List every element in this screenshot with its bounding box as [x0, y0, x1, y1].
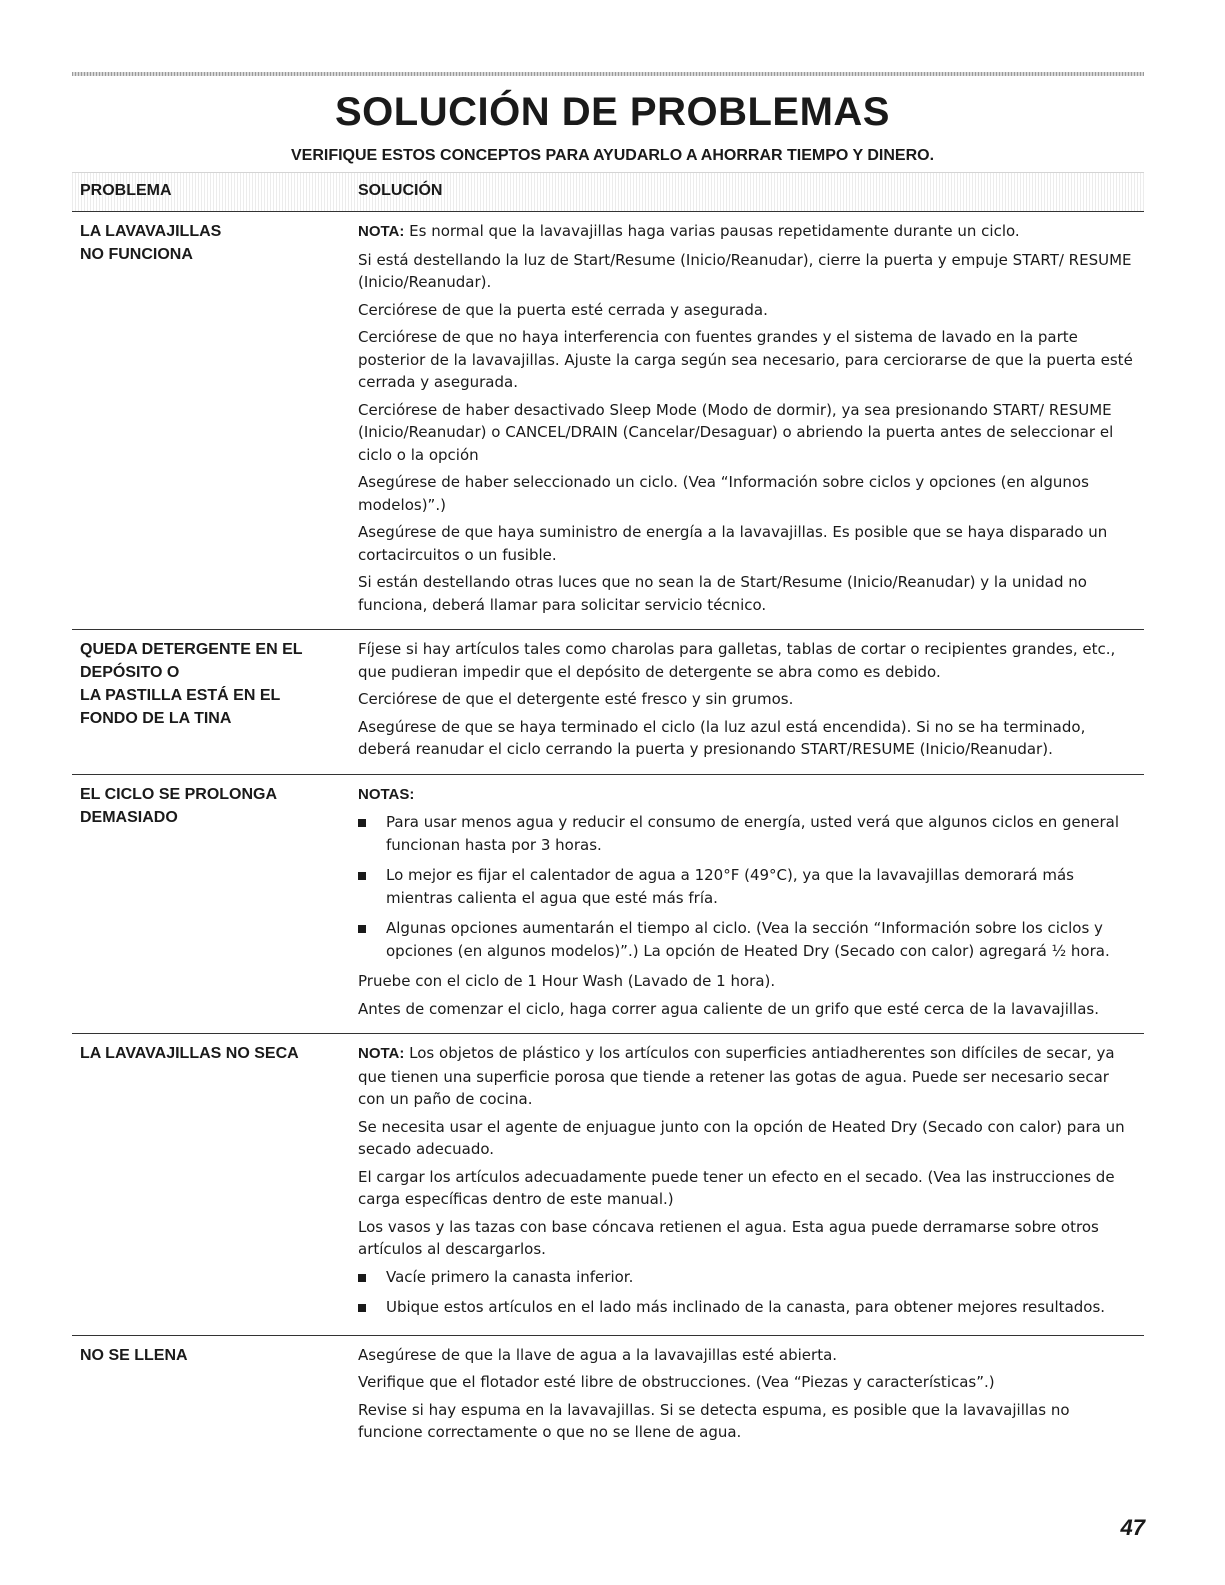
- solution-paragraph: [358, 688, 1136, 711]
- table-row: [72, 212, 1144, 630]
- page-number: 47: [1120, 1515, 1145, 1540]
- solution-paragraph: [358, 1042, 1136, 1111]
- paragraph-text: Asegúrese de que haya suministro de energía a la lavavajillas. Es posible que se haya disparado un cortacircuitos o un fusible.: [358, 523, 1108, 564]
- paragraph-text: Asegúrese de que se haya terminado el ciclo (la luz azul está encendida). Si no se ha terminado, deberá reanudar el ciclo cerrando la puerta y presionando START/RESUME (Inicio/Reanudar).: [358, 717, 1086, 758]
- header-solution: SOLUCIÓN: [358, 182, 443, 199]
- solution-paragraph: [358, 716, 1136, 761]
- table-row: [72, 1034, 1144, 1336]
- problem-cell: [72, 636, 350, 766]
- problem-line: NO SE LLENA: [80, 1346, 188, 1364]
- page-subtitle: VERIFIQUE ESTOS CONCEPTOS PARA AYUDARLO A AHORRAR TIEMPO Y DINERO.: [290, 147, 935, 164]
- note-label: NOTA:: [358, 1045, 405, 1062]
- problem-line: LA LAVAVAJILLAS NO SECA: [80, 1045, 299, 1062]
- solution-cell: [350, 1342, 1136, 1449]
- paragraph-text: Cerciórese de haber desactivado Sleep Mode (Modo de dormir), ya sea presionando START/ RESUME (Inicio/Reanudar) o CANCEL/DRAIN (Cancelar/Desaguar) o abriendo la puerta antes de seleccionar el ciclo o la opción: [358, 400, 1114, 464]
- table-header: [72, 172, 1144, 212]
- solution-paragraph: [358, 638, 1136, 683]
- solution-paragraph: [358, 249, 1136, 294]
- top-rule: [72, 72, 1144, 76]
- bullet-item: [358, 1296, 1136, 1319]
- paragraph-text: Verifique que el flotador esté libre de obstrucciones. (Vea “Piezas y características”.): [358, 1373, 995, 1391]
- paragraph-text: Es normal que la lavavajillas haga varias pausas repetidamente durante un ciclo.: [404, 222, 1020, 240]
- bullet-text: Lo mejor es fijar el calentador de agua a 120°F (49°C), ya que la lavavajillas demorará más mientras calienta el agua que esté más fría.: [386, 866, 1074, 907]
- paragraph-text: Cerciórese de que no haya interferencia con fuentes grandes y el sistema de lavado en la parte posterior de la lavavajillas. Ajuste la carga según sea necesario, para cerciorarse de que la puerta esté cerrada y asegurada.: [358, 328, 1133, 391]
- paragraph-text: Si están destellando otras luces que no sean la de Start/Resume (Inicio/Reanudar) y la unidad no funciona, deberá llamar para solicitar servicio técnico.: [358, 573, 1087, 614]
- problem-line: LA PASTILLA ESTÁ EN EL: [80, 687, 281, 704]
- solution-paragraph: [358, 1166, 1136, 1211]
- square-bullet-icon: [358, 925, 366, 933]
- paragraph-text: Cerciórese de que la puerta esté cerrada y asegurada.: [358, 300, 768, 319]
- bullet-item: [358, 1266, 1136, 1289]
- solution-paragraph: [358, 1371, 1136, 1394]
- problem-line: LA LAVAVAJILLAS: [80, 223, 222, 240]
- paragraph-text: Fíjese si hay artículos tales como charolas para galletas, tablas de cortar o recipientes grandes, etc., que pudieran impedir que el depósito de detergente se abra como es debido.: [358, 640, 1116, 681]
- solution-paragraph: [358, 571, 1136, 616]
- bullet-item: [358, 917, 1136, 962]
- troubleshooting-table: [72, 212, 1144, 1457]
- paragraph-text: Pruebe con el ciclo de 1 Hour Wash (Lavado de 1 hora).: [358, 972, 776, 990]
- square-bullet-icon: [358, 872, 366, 880]
- solution-paragraph: [358, 220, 1136, 244]
- note-label: NOTA:: [358, 223, 405, 240]
- problem-line: EL CICLO SE PROLONGA: [80, 785, 278, 803]
- problem-line: QUEDA DETERGENTE EN EL: [80, 641, 303, 658]
- paragraph-text: Los objetos de plástico y los artículos con superficies antiadherentes son difíciles de secar, ya que tienen una superficie porosa que tiende a retener las gotas de agua. Puede ser necesario secar con un paño de cocina.: [358, 1044, 1115, 1108]
- paragraph-text: Si está destellando la luz de Start/Resume (Inicio/Reanudar), cierre la puerta y empuje START/ RESUME (Inicio/Reanudar).: [358, 250, 1132, 291]
- solution-paragraph: [358, 1216, 1136, 1261]
- paragraph-text: El cargar los artículos adecuadamente puede tener un efecto en el secado. (Vea las instrucciones de carga específicas dentro de este manual.): [358, 1167, 1115, 1208]
- solution-paragraph: [358, 1116, 1136, 1161]
- header-problem: PROBLEMA: [80, 182, 172, 199]
- problem-cell: [72, 218, 350, 621]
- bullet-text: Ubique estos artículos en el lado más inclinado de la canasta, para obtener mejores resultados.: [386, 1298, 1106, 1316]
- table-row: [72, 775, 1144, 1035]
- solution-paragraph: [358, 399, 1136, 467]
- bullet-item: [358, 864, 1136, 909]
- solution-paragraph: [358, 783, 1136, 807]
- square-bullet-icon: [358, 819, 366, 827]
- square-bullet-icon: [358, 1304, 366, 1312]
- table-row: [72, 630, 1144, 775]
- problem-line: NO FUNCIONA: [80, 246, 193, 263]
- solution-paragraph: [358, 970, 1136, 993]
- paragraph-text: Los vasos y las tazas con base cóncava retienen el agua. Esta agua puede derramarse sobre otros artículos al descargarlos.: [358, 1217, 1099, 1258]
- table-row: [72, 1336, 1144, 1457]
- solution-paragraph: [358, 998, 1136, 1021]
- solution-cell: [350, 636, 1136, 766]
- solution-cell: [350, 1040, 1136, 1327]
- page-title: SOLUCIÓN DE PROBLEMAS: [335, 90, 890, 134]
- paragraph-text: Asegúrese de haber seleccionado un ciclo. (Vea “Información sobre ciclos y opciones (en algunos modelos)”.): [358, 473, 1089, 514]
- problem-line: FONDO DE LA TINA: [80, 710, 232, 727]
- solution-paragraph: [358, 1344, 1136, 1367]
- solution-paragraph: [358, 1399, 1136, 1444]
- bullet-text: Algunas opciones aumentarán el tiempo al ciclo. (Vea la sección “Información sobre los ciclos y opciones (en algunos modelos)”.) La opción de Heated Dry (Secado con calor) agregará ½ hora.: [386, 919, 1110, 960]
- solution-paragraph: [358, 471, 1136, 516]
- solution-paragraph: [358, 299, 1136, 322]
- paragraph-text: Asegúrese de que la llave de agua a la lavavajillas esté abierta.: [358, 1345, 838, 1364]
- note-label: NOTAS:: [358, 785, 415, 803]
- problem-line: DEPÓSITO O: [80, 664, 180, 681]
- paragraph-text: Revise si hay espuma en la lavavajillas. Si se detecta espuma, es posible que la lavavajillas no funcione correctamente o que no se llene de agua.: [358, 1400, 1070, 1441]
- problem-line: DEMASIADO: [80, 808, 178, 826]
- bullet-text: Para usar menos agua y reducir el consumo de energía, usted verá que algunos ciclos en general funcionan hasta por 3 horas.: [386, 813, 1120, 854]
- solution-cell: [350, 781, 1136, 1026]
- problem-cell: [72, 1040, 350, 1327]
- problem-cell: [72, 1342, 350, 1449]
- square-bullet-icon: [358, 1274, 366, 1282]
- solution-cell: [350, 218, 1136, 621]
- paragraph-text: Cerciórese de que el detergente esté fresco y sin grumos.: [358, 690, 794, 708]
- bullet-item: [358, 811, 1136, 856]
- solution-paragraph: [358, 521, 1136, 566]
- solution-paragraph: [358, 326, 1136, 394]
- bullet-text: Vacíe primero la canasta inferior.: [386, 1267, 634, 1286]
- paragraph-text: Antes de comenzar el ciclo, haga correr agua caliente de un grifo que esté cerca de la lavavajillas.: [358, 999, 1099, 1018]
- problem-cell: [72, 781, 350, 1026]
- paragraph-text: Se necesita usar el agente de enjuague junto con la opción de Heated Dry (Secado con calor) para un secado adecuado.: [358, 1117, 1125, 1158]
